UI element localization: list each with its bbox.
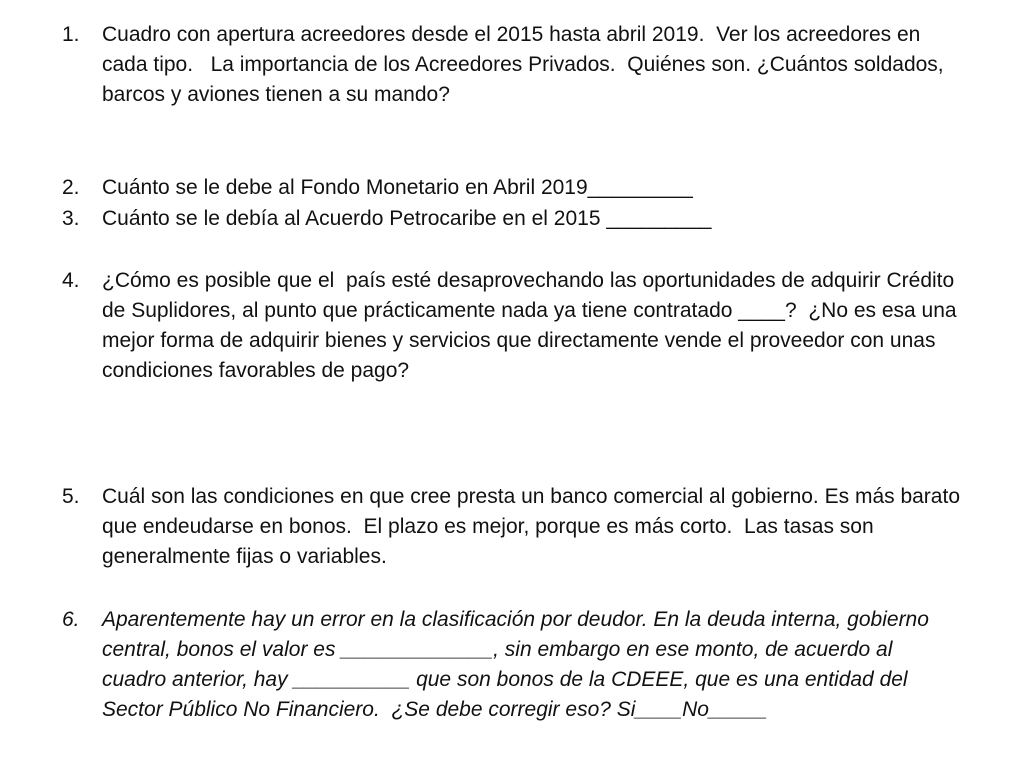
- question-number: 2.: [62, 176, 80, 199]
- question-number: 1.: [62, 23, 80, 46]
- question-text: ¿Cómo es posible que el país esté desaprovechando las oportunidades de adquirir Crédito de Suplidores, al punto que prácticamente nada ya tiene contratado ____? ¿No es esa una mejor forma de adquirir bienes y servicios que directamente vende el proveedor con unas condiciones favorables de pago?: [102, 269, 963, 382]
- question-text: Cuánto se le debía al Acuerdo Petrocaribe en el 2015 _________: [102, 207, 712, 230]
- question-2: [62, 173, 962, 203]
- question-text: Cuadro con apertura acreedores desde el 2015 hasta abril 2019. Ver los acreedores en cada tipo. La importancia de los Acreedores Privados. Quiénes son. ¿Cuántos soldados, barcos y aviones tienen a su mando?: [102, 23, 950, 106]
- question-number: 3.: [62, 207, 80, 230]
- question-text: Cuál son las condiciones en que cree presta un banco comercial al gobierno. Es más barato que endeudarse en bonos. El plazo es mejor, porque es más corto. Las tasas son generalmente fijas o variables.: [102, 485, 966, 568]
- question-text: Aparentemente hay un error en la clasificación por deudor. En la deuda interna, gobierno central, bonos el valor es _____________, sin embargo en ese monto, de acuerdo al cuadro anterior, hay __________ que son bonos de la CDEEE, que es una entidad del Sector Público No Financiero. ¿Se debe corregir eso? Si____No_____: [102, 608, 935, 721]
- question-6: [62, 605, 962, 725]
- question-text: Cuánto se le debe al Fondo Monetario en Abril 2019_________: [102, 176, 693, 199]
- question-number: 6.: [62, 608, 80, 631]
- question-4: [62, 266, 962, 386]
- question-1: [62, 20, 962, 110]
- question-number: 5.: [62, 485, 80, 508]
- question-5: [62, 482, 966, 572]
- question-3: [62, 204, 962, 234]
- question-number: 4.: [62, 269, 80, 292]
